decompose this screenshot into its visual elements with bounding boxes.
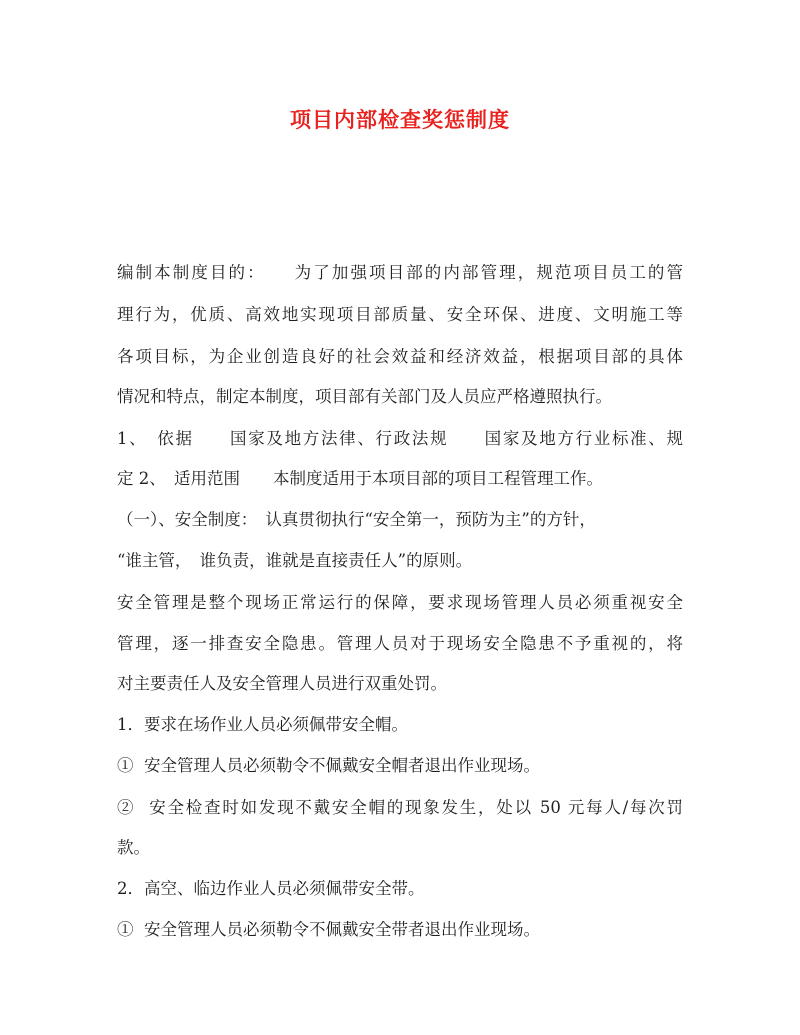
paragraph-line: 管理，逐一排查安全隐患。管理人员对于现场安全隐患不予重视的，将 (117, 634, 683, 653)
paragraph-line: 款。 (117, 838, 150, 857)
paragraph-line: ① 安全管理人员必须勒令不佩戴安全帽者退出作业现场。 (117, 756, 540, 775)
paragraph-line: “谁主管， 谁负责，谁就是直接责任人”的原则。 (117, 551, 473, 570)
paragraph-line: 各项目标，为企业创造良好的社会效益和经济效益，根据项目部的具体 (117, 347, 683, 366)
paragraph-line: ② 安全检查时如发现不戴安全帽的现象发生，处以 50 元每人/每次罚 (117, 798, 683, 817)
paragraph-line: （一）、安全制度： 认真贯彻执行“安全第一，预防为主”的方针， (117, 510, 596, 529)
paragraph-line: 对主要责任人及安全管理人员进行双重处罚。 (117, 674, 447, 693)
paragraph-line: 安全管理是整个现场正常运行的保障，要求现场管理人员必须重视安全 (117, 593, 683, 612)
paragraph-line: 1、 依据 国家及地方法律、行政法规 国家及地方行业标准、规 (117, 429, 683, 448)
paragraph-line: 2．高空、临边作业人员必须佩带安全带。 (117, 879, 425, 898)
paragraph-line: 1．要求在场作业人员必须佩带安全帽。 (117, 715, 408, 734)
paragraph-line: 情况和特点，制定本制度，项目部有关部门及人员应严格遵照执行。 (117, 387, 612, 406)
document-title: 项目内部检查奖惩制度 (290, 107, 510, 132)
paragraph-line: ① 安全管理人员必须勒令不佩戴安全带者退出作业现场。 (117, 920, 540, 939)
paragraph-line: 定 2、 适用范围 本制度适用于本项目部的项目工程管理工作。 (117, 469, 603, 488)
paragraph-line: 理行为，优质、高效地实现项目部质量、安全环保、进度、文明施工等 (117, 305, 683, 324)
paragraph-line: 编制本制度目的： 为了加强项目部的内部管理，规范项目员工的管 (117, 263, 683, 282)
